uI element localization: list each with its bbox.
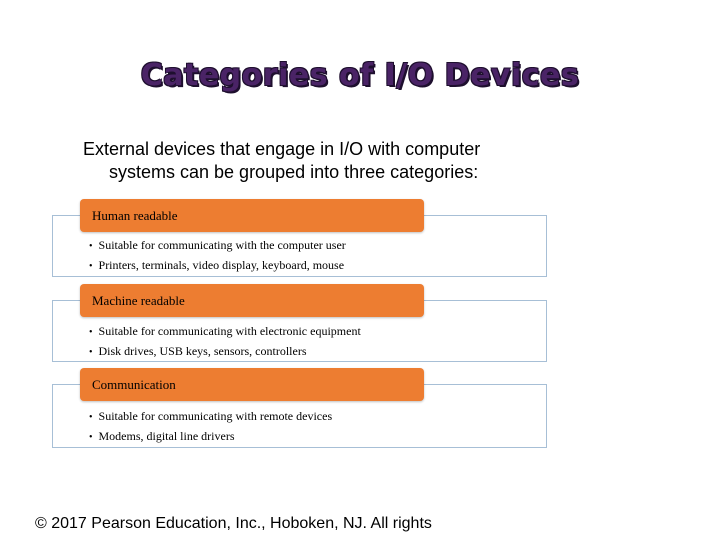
category-header: Machine readable — [80, 284, 424, 317]
copyright-footer: © 2017 Pearson Education, Inc., Hoboken, NJ. All rights — [35, 515, 432, 532]
category-items — [89, 322, 361, 362]
category-human-readable — [52, 199, 547, 279]
category-machine-readable — [52, 284, 547, 364]
category-communication — [52, 368, 547, 448]
category-items — [89, 407, 332, 447]
list-item: • Printers, terminals, video display, keyboard, mouse — [89, 256, 346, 276]
list-item: • Suitable for communicating with the computer user — [89, 236, 346, 256]
list-item: • Modems, digital line drivers — [89, 427, 332, 447]
intro-line-1: External devices that engage in I/O with computer — [83, 139, 481, 159]
list-item: • Suitable for communicating with electronic equipment — [89, 322, 361, 342]
category-header: Human readable — [80, 199, 424, 232]
intro-text — [83, 138, 553, 184]
list-item: • Suitable for communicating with remote devices — [89, 407, 332, 427]
slide-title: Categories of I/O Devices — [140, 58, 580, 93]
category-header: Communication — [80, 368, 424, 401]
intro-line-2: systems can be grouped into three categories: — [109, 162, 479, 182]
list-item: • Disk drives, USB keys, sensors, controllers — [89, 342, 361, 362]
category-items — [89, 236, 346, 276]
